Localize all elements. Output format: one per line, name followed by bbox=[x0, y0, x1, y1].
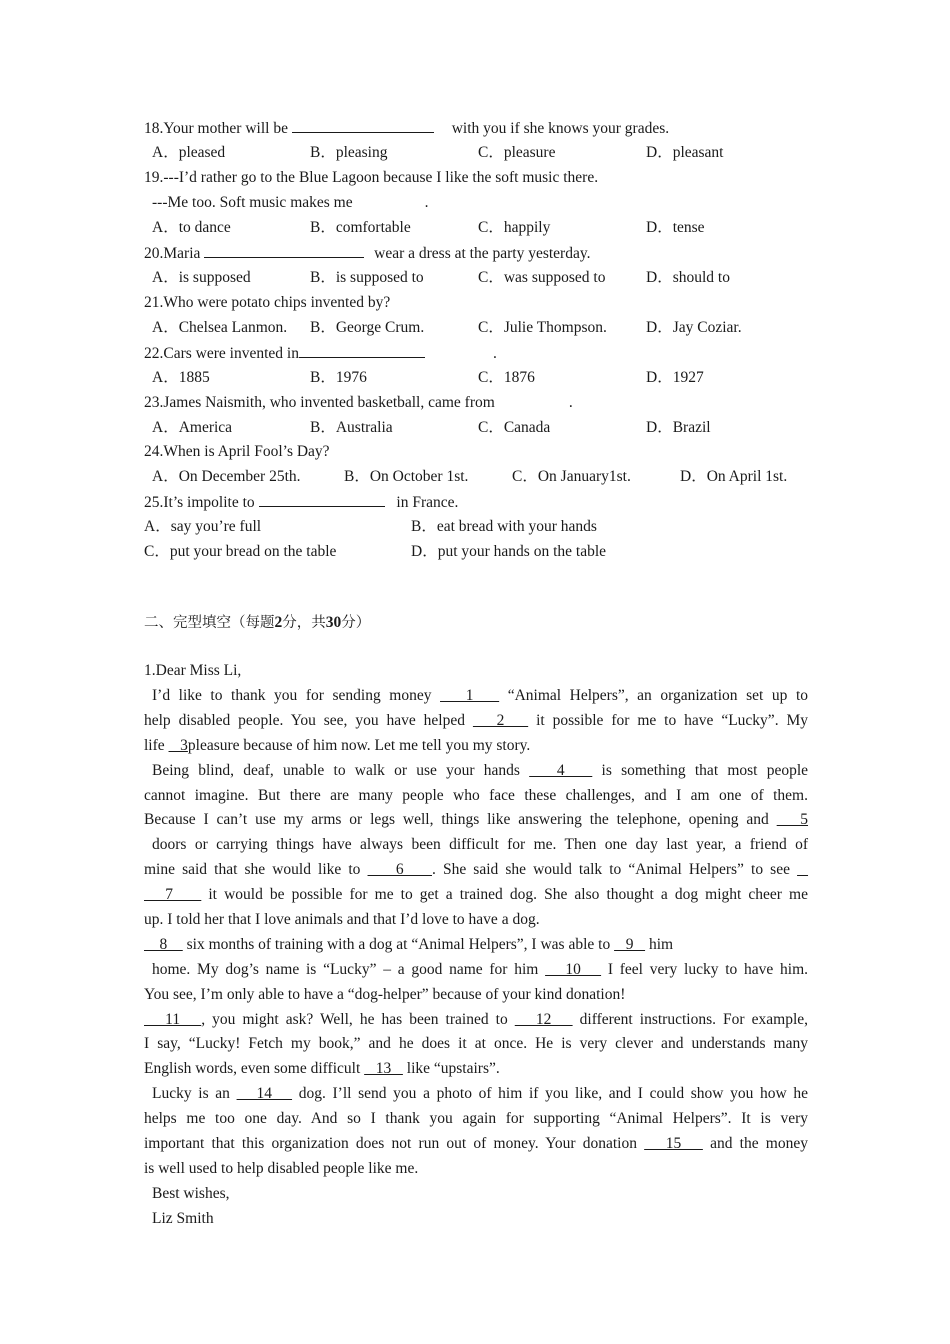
question-22-options bbox=[144, 366, 808, 390]
blank-8: 8 bbox=[144, 936, 183, 953]
passage-line: 8 six months of training with a dog at “Animal Helpers”, I was able to 9 him bbox=[144, 936, 674, 953]
passage-line: helps me too one day. And so I thank you again for supporting “Animal Helpers”. It is very bbox=[144, 1110, 808, 1127]
option-a: A．America bbox=[152, 419, 233, 436]
option-b: B．is supposed to bbox=[310, 269, 424, 286]
passage-line: up. I told her that I love animals and that I’d love to have a dog. bbox=[144, 911, 540, 928]
blank-10: 10 bbox=[545, 961, 602, 978]
passage-line: help disabled people. You see, you have helped 2 it possible for me to have “Lucky”. My bbox=[144, 712, 809, 729]
letter-signature: Liz Smith bbox=[152, 1210, 214, 1227]
question-25: 25.It’s impolite to in France. bbox=[144, 490, 458, 514]
question-21-options bbox=[144, 316, 808, 340]
question-22: 22.Cars were invented in . bbox=[144, 341, 497, 365]
answer-blank bbox=[204, 241, 364, 258]
question-20-options bbox=[144, 266, 808, 290]
question-24: 24.When is April Fool’s Day? bbox=[144, 443, 330, 460]
passage-line: I say, “Lucky! Fetch my book,” and he does it at once. He is very clever and understands many bbox=[144, 1035, 808, 1052]
question-19-reply: ---Me too. Soft music makes me . bbox=[152, 194, 429, 211]
option-c: C．happily bbox=[478, 219, 551, 236]
passage-line: important that this organization does not run out of money. Your donation 15 and the money bbox=[144, 1135, 808, 1152]
option-b: B．eat bread with your hands bbox=[411, 518, 597, 535]
letter-closing: Best wishes, bbox=[152, 1185, 230, 1202]
passage-line: is well used to help disabled people like me. bbox=[144, 1160, 419, 1177]
question-23-options bbox=[144, 416, 808, 440]
blank-11: 11 bbox=[144, 1011, 202, 1028]
option-b: B．On October 1st. bbox=[344, 468, 469, 485]
option-a: A．On December 25th. bbox=[152, 468, 301, 485]
option-d: D．pleasant bbox=[646, 144, 724, 161]
passage-line: mine said that she would like to 6 . She said she would talk to “Animal Helpers” to see bbox=[144, 861, 790, 878]
passage-line: life 3pleasure because of him now. Let me tell you my story. bbox=[144, 737, 531, 754]
answer-blank bbox=[259, 490, 385, 507]
option-c: C．Julie Thompson. bbox=[478, 319, 607, 336]
option-c: C．On January1st. bbox=[512, 468, 631, 485]
blank-13: 13 bbox=[364, 1060, 403, 1077]
blank-6: 6 bbox=[367, 861, 432, 878]
passage-line: cannot imagine. But there are many people who face these challenges, and I am one of them. bbox=[144, 787, 808, 804]
option-a: A．pleased bbox=[152, 144, 226, 161]
passage-line: home. My dog’s name is “Lucky” – a good name for him 10 I feel very lucky to have him. bbox=[152, 961, 808, 978]
option-d: D．tense bbox=[646, 219, 705, 236]
option-c: C．pleasure bbox=[478, 144, 556, 161]
passage-line: doors or carrying things have always been difficult for me. Then one day last year, a friend of bbox=[152, 836, 808, 853]
option-d: D．put your hands on the table bbox=[411, 543, 607, 560]
blank-4: 4 bbox=[529, 762, 593, 779]
passage-line: Lucky is an 14 dog. I’ll send you a photo of him if you like, and I could show you how he bbox=[152, 1085, 809, 1102]
option-c: C．was supposed to bbox=[478, 269, 606, 286]
option-a: A．1885 bbox=[152, 369, 210, 386]
question-19-options bbox=[144, 216, 808, 240]
option-d: D．Jay Coziar. bbox=[646, 319, 742, 336]
option-b: B．pleasing bbox=[310, 144, 388, 161]
passage-line: English words, even some difficult 13 like “upstairs”. bbox=[144, 1060, 500, 1077]
option-c: C．1876 bbox=[478, 369, 535, 386]
blank-9: 9 bbox=[614, 936, 646, 953]
question-25-options-row-1 bbox=[144, 515, 808, 539]
answer-blank bbox=[292, 116, 434, 133]
answer-blank bbox=[299, 341, 425, 358]
question-23: 23.James Naismith, who invented basketball, came from . bbox=[144, 394, 573, 411]
option-a: A．say you’re full bbox=[144, 518, 262, 535]
question-20: 20.Maria wear a dress at the party yesterday. bbox=[144, 241, 590, 265]
option-d: D．On April 1st. bbox=[680, 468, 788, 485]
option-c: C．Canada bbox=[478, 419, 551, 436]
question-25-options-row-2 bbox=[144, 540, 808, 564]
passage-line: You see, I’m only able to have a “dog-helper” because of your kind donation! bbox=[144, 986, 626, 1003]
blank-7: 7 bbox=[144, 886, 202, 903]
question-19: 19.---I’d rather go to the Blue Lagoon because I like the soft music there. bbox=[144, 169, 599, 186]
passage-line: Because I can’t use my arms or legs well, things like answering the telephone, opening and 5 bbox=[144, 811, 809, 828]
option-a: A．is supposed bbox=[152, 269, 251, 286]
option-d: D．should to bbox=[646, 269, 730, 286]
blank-12: 12 bbox=[514, 1011, 573, 1028]
passage-line: I’d like to thank you for sending money 1 “Animal Helpers”, an organization set up to bbox=[152, 687, 809, 704]
letter-salutation: 1.Dear Miss Li, bbox=[144, 662, 242, 679]
option-b: B．George Crum. bbox=[310, 319, 425, 336]
option-d: D．Brazil bbox=[646, 419, 711, 436]
question-24-options bbox=[144, 465, 808, 489]
option-b: B．Australia bbox=[310, 419, 393, 436]
passage-line: Being blind, deaf, unable to walk or use your hands 4 is something that most people bbox=[152, 762, 809, 779]
option-c: C．put your bread on the table bbox=[144, 543, 337, 560]
question-18-options bbox=[144, 141, 808, 165]
blank-2: 2 bbox=[472, 712, 529, 729]
option-a: A．to dance bbox=[152, 219, 231, 236]
blank-5: 5 bbox=[776, 811, 809, 828]
question-18: 18.Your mother will be with you if she knows your grades. bbox=[144, 116, 669, 140]
option-d: D．1927 bbox=[646, 369, 704, 386]
section-heading: 二、完型填空（每题2分，共30分） bbox=[144, 614, 371, 631]
option-b: B．comfortable bbox=[310, 219, 411, 236]
passage-line: 7 it would be possible for me to get a trained dog. She also thought a dog might cheer me bbox=[144, 886, 808, 903]
blank-3: 3 bbox=[168, 737, 188, 754]
option-a: A．Chelsea Lanmon. bbox=[152, 319, 288, 336]
question-21: 21.Who were potato chips invented by? bbox=[144, 294, 391, 311]
blank-14: 14 bbox=[236, 1085, 293, 1102]
blank-15: 15 bbox=[644, 1135, 703, 1152]
option-b: B．1976 bbox=[310, 369, 367, 386]
passage-line: 11 , you might ask? Well, he has been trained to 12 different instructions. For example, bbox=[144, 1011, 809, 1028]
blank-1: 1 bbox=[440, 687, 500, 704]
